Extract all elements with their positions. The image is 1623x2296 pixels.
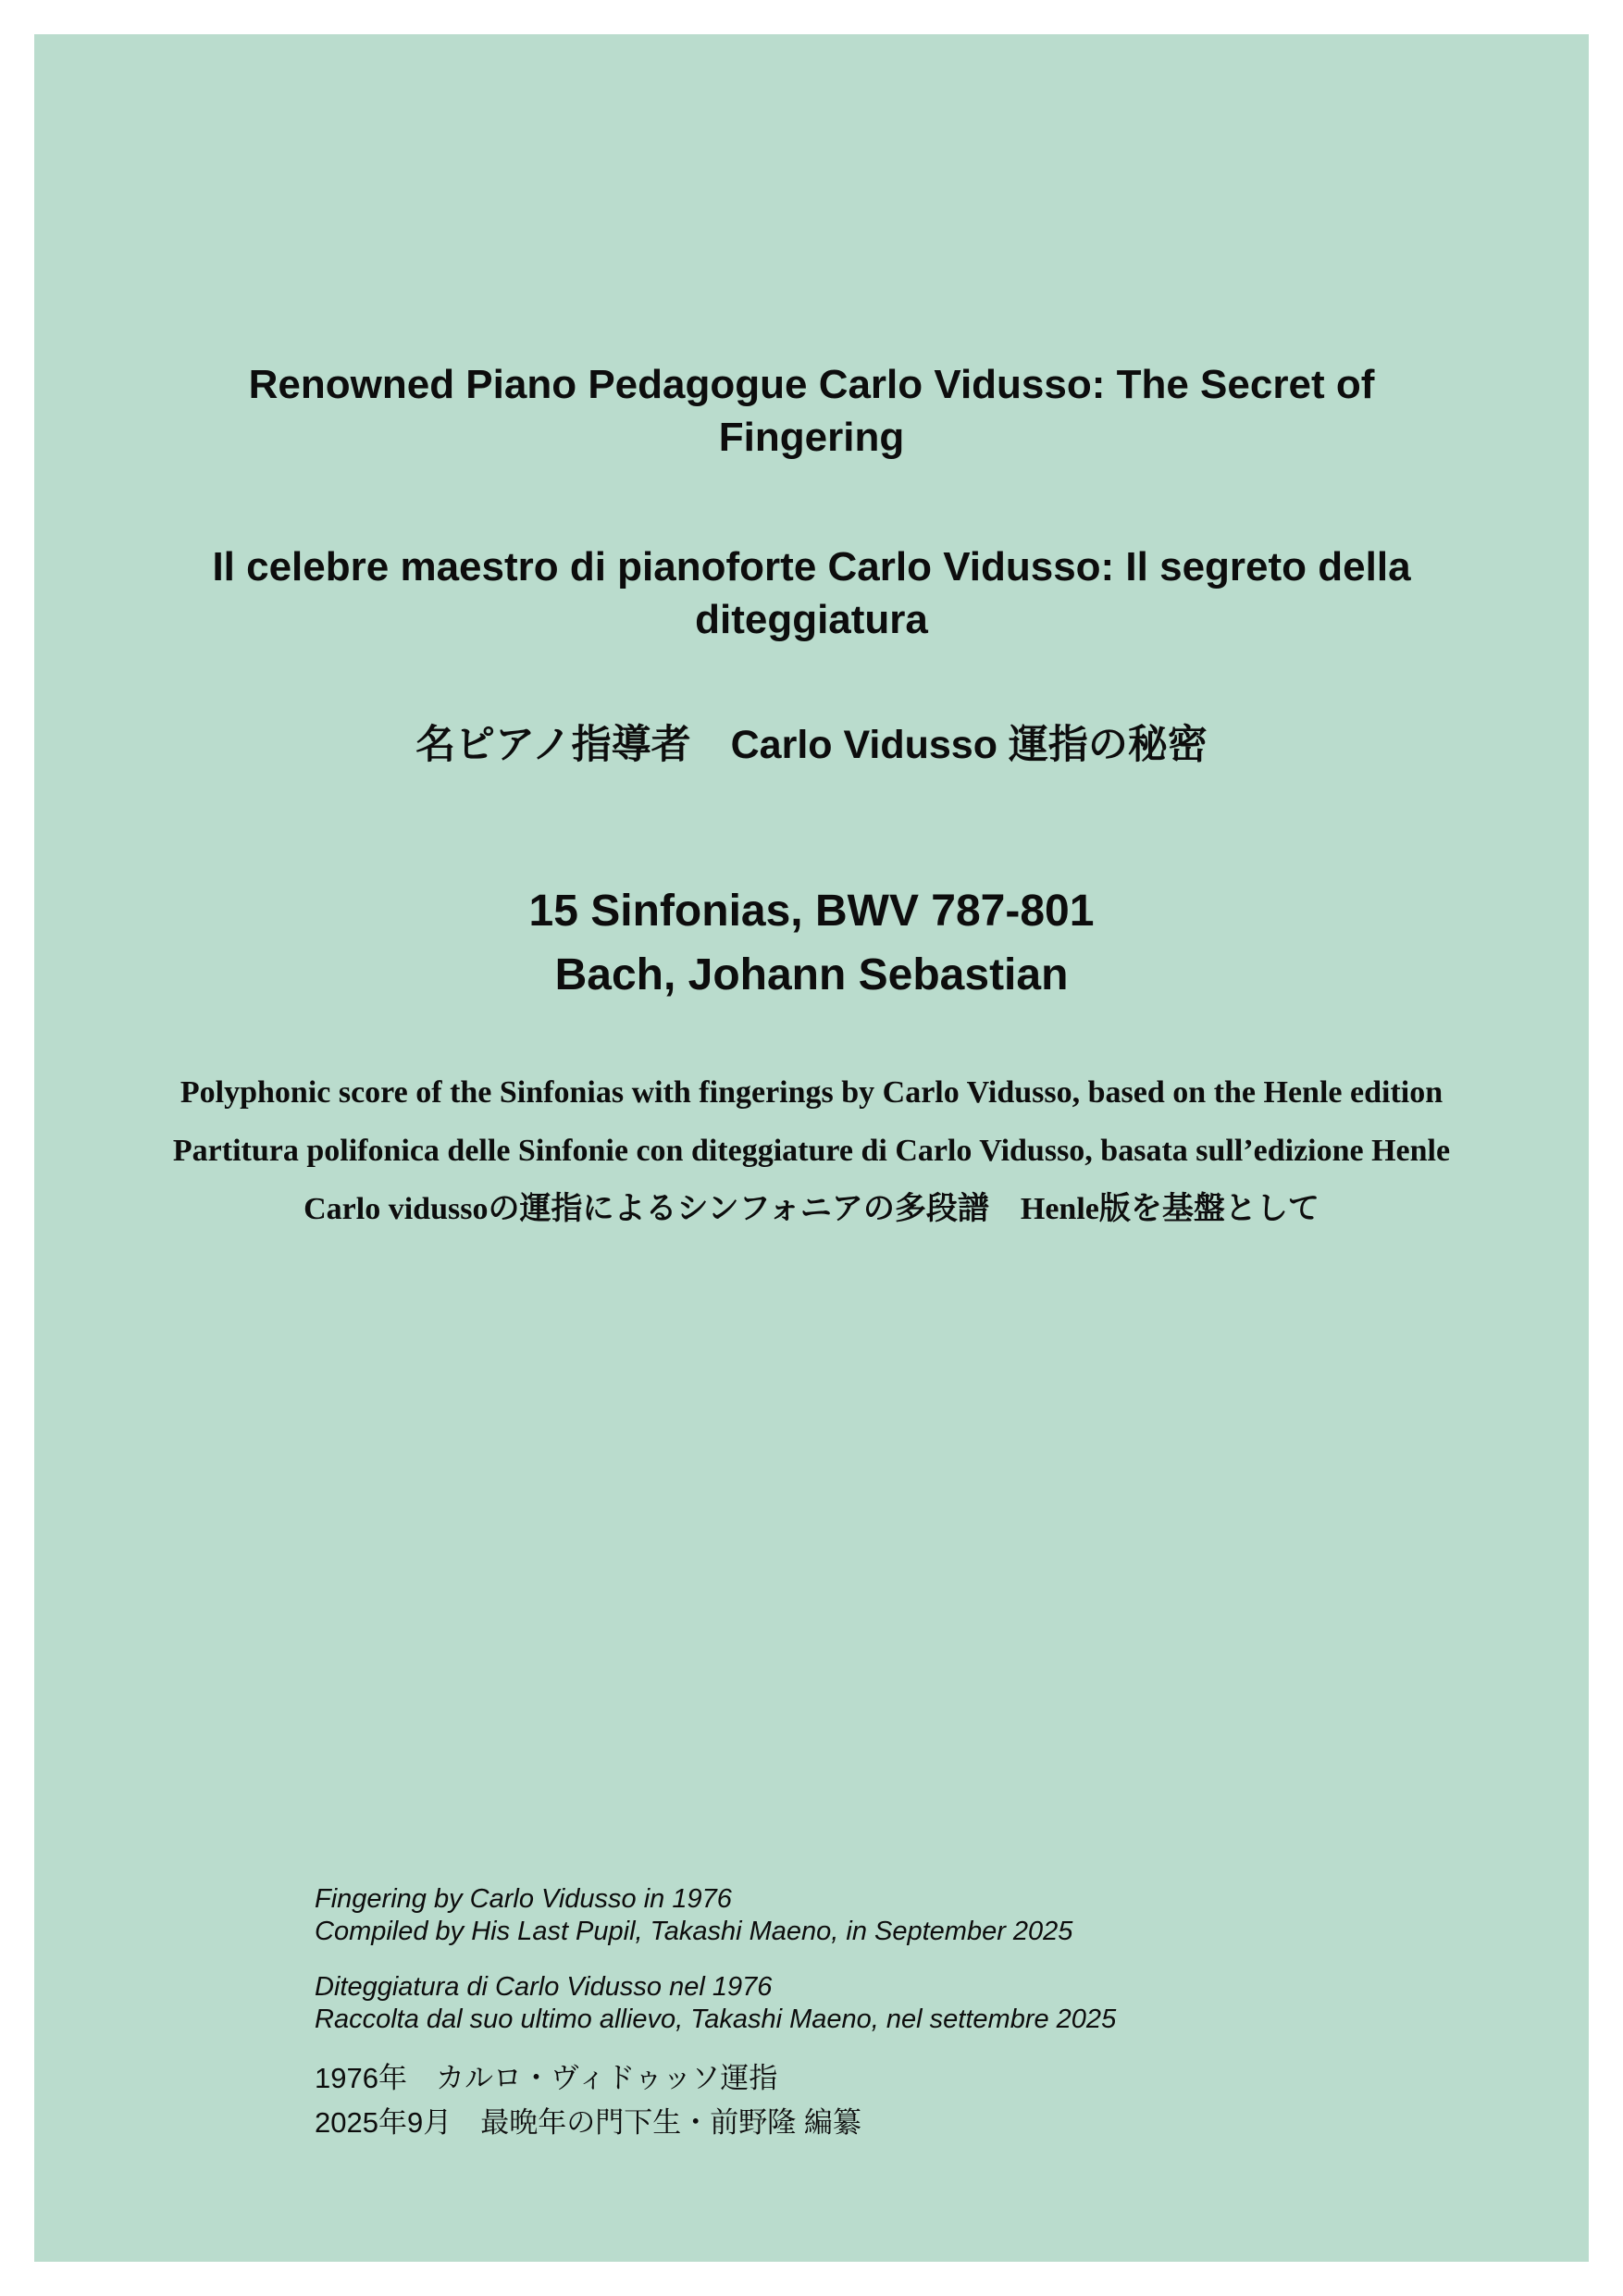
credit-japanese-year — [315, 2060, 777, 2097]
title-english-line-1: Renowned Piano Pedagogue Carlo Vidusso: The Secret of — [248, 362, 1375, 407]
credit-japanese-line-1: 1976年 カルロ・ヴィドゥッソ運指 — [315, 2062, 778, 2094]
subtitle-japanese: Carlo vidussoの運指によるシンフォニアの多段譜 Henle版を基盤として — [304, 1192, 1319, 1226]
title-japanese-line: 名ピアノ指導者 Carlo Vidusso 運指の秘密 — [415, 723, 1208, 767]
title-page-panel — [34, 34, 1589, 2262]
subtitle-italian: Partitura polifonica delle Sinfonie con diteggiature di Carlo Vidusso, basata sull’edizione Henle — [172, 1134, 1451, 1168]
credit-italian-line-2: Raccolta dal suo ultimo allievo, Takashi Maeno, nel settembre 2025 — [315, 2004, 1117, 2034]
title-english — [34, 358, 1589, 464]
credit-english-line-2: Compiled by His Last Pupil, Takashi Maeno, in September 2025 — [315, 1917, 1073, 1946]
credit-english-line-1: Fingering by Carlo Vidusso in 1976 — [315, 1884, 732, 1914]
title-italian-line-2: diteggiatura — [695, 597, 928, 642]
credit-japanese-line-2: 2025年9月 最晩年の門下生・前野隆 編纂 — [315, 2106, 861, 2139]
work-title-line-2: Bach, Johann Sebastian — [554, 950, 1069, 999]
title-english-line-2: Fingering — [718, 415, 905, 460]
credit-english — [315, 1883, 1072, 1948]
credit-italian — [315, 1971, 1116, 2036]
title-japanese — [34, 719, 1589, 772]
title-italian — [34, 540, 1589, 646]
work-title — [34, 879, 1589, 1007]
subtitle-english: Polyphonic score of the Sinfonias with fingerings by Carlo Vidusso, based on the Henle edition — [180, 1075, 1443, 1110]
edition-subtitles — [34, 1063, 1589, 1238]
credit-italian-line-1: Diteggiatura di Carlo Vidusso nel 1976 — [315, 1972, 773, 2002]
title-italian-line-1: Il celebre maestro di pianoforte Carlo Vidusso: Il segreto della — [212, 544, 1411, 590]
work-title-line-1: 15 Sinfonias, BWV 787-801 — [528, 887, 1095, 936]
credit-japanese-compiler — [315, 2104, 861, 2141]
